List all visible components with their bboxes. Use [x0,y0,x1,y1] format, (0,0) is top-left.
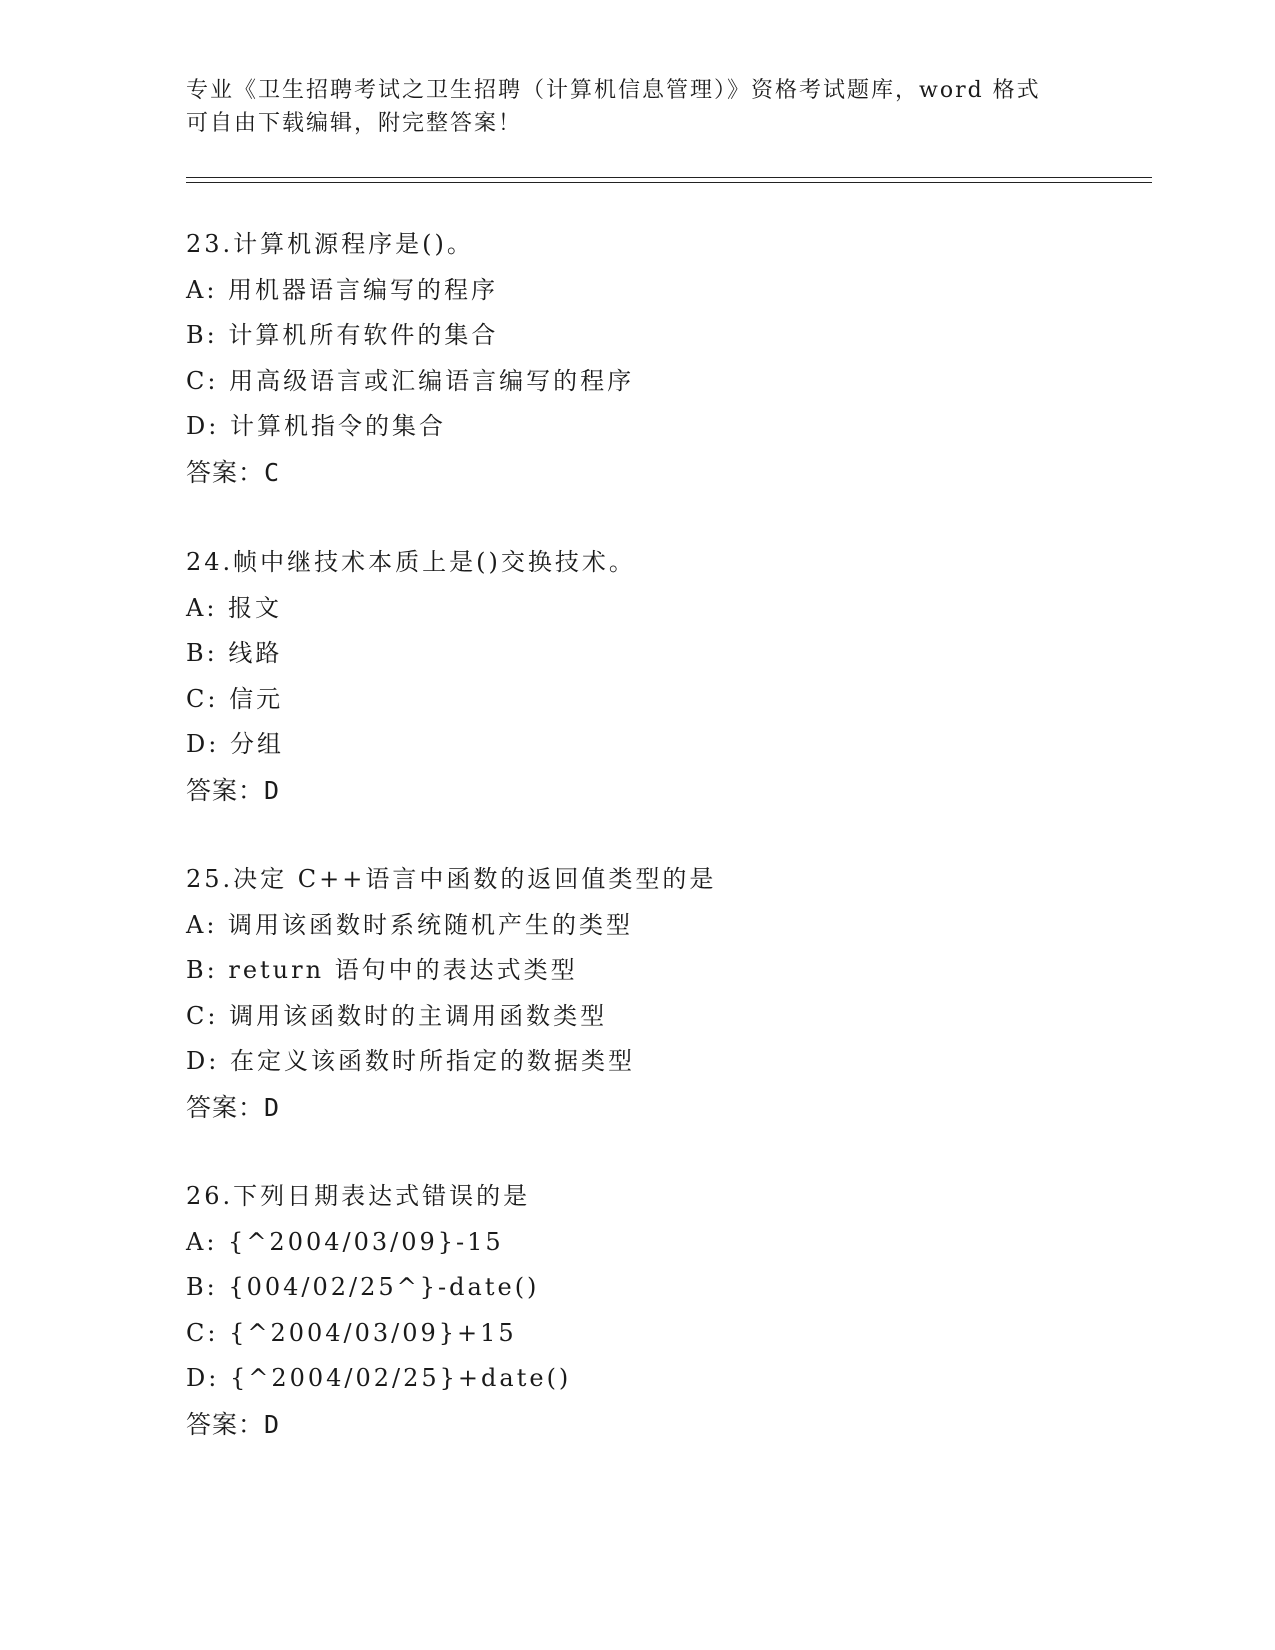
answer-value: C [264,457,281,487]
question-stem: 25.决定 C++语言中函数的返回值类型的是 [186,865,717,893]
option-c: C: 调用该函数时的主调用函数类型 [186,1001,608,1030]
option-d: D: 分组 [186,730,284,758]
option-b: B: return 语句中的表达式类型 [186,956,578,984]
answer-line [186,768,1166,814]
answer-value: D [264,1409,281,1439]
answer-line [186,1085,1166,1131]
answer-line [186,450,1166,496]
option-c: C: 用高级语言或汇编语言编写的程序 [186,366,635,395]
header-line-2: 可自由下载编辑，附完整答案！ [186,111,523,136]
header-line-1: 专业《卫生招聘考试之卫生招聘（计算机信息管理）》资格考试题库，word 格式 [186,78,1041,103]
option-a: A: 用机器语言编写的程序 [186,275,499,304]
document-header [186,74,1086,140]
header-rule-bottom [186,182,1152,183]
option-a: A: {^2004/03/09}-15 [186,1227,504,1256]
question-23 [186,222,1166,495]
answer-label: 答案： [186,1092,265,1122]
question-stem: 23.计算机源程序是()。 [186,230,474,258]
option-b: B: 计算机所有软件的集合 [186,321,499,349]
question-stem: 24.帧中继技术本质上是()交换技术。 [186,548,636,576]
answer-line [186,1402,1166,1448]
option-b: B: 线路 [186,639,283,667]
option-d: D: {^2004/02/25}+date() [186,1364,572,1392]
answer-label: 答案： [186,457,265,487]
option-d: D: 计算机指令的集合 [186,412,446,440]
answer-label: 答案： [186,1409,265,1439]
option-c: C: 信元 [186,684,284,713]
answer-label: 答案： [186,775,265,805]
option-b: B: {004/02/25^}-date() [186,1273,540,1301]
option-a: A: 报文 [186,593,283,622]
answer-value: D [264,1092,281,1122]
option-c: C: {^2004/03/09}+15 [186,1318,517,1347]
question-26 [186,1174,1166,1447]
answer-value: D [264,775,281,805]
question-25 [186,857,1166,1130]
question-24 [186,540,1166,813]
option-d: D: 在定义该函数时所指定的数据类型 [186,1047,635,1075]
question-stem: 26.下列日期表达式错误的是 [186,1182,531,1210]
header-rule-top [186,177,1152,178]
option-a: A: 调用该函数时系统随机产生的类型 [186,910,634,939]
